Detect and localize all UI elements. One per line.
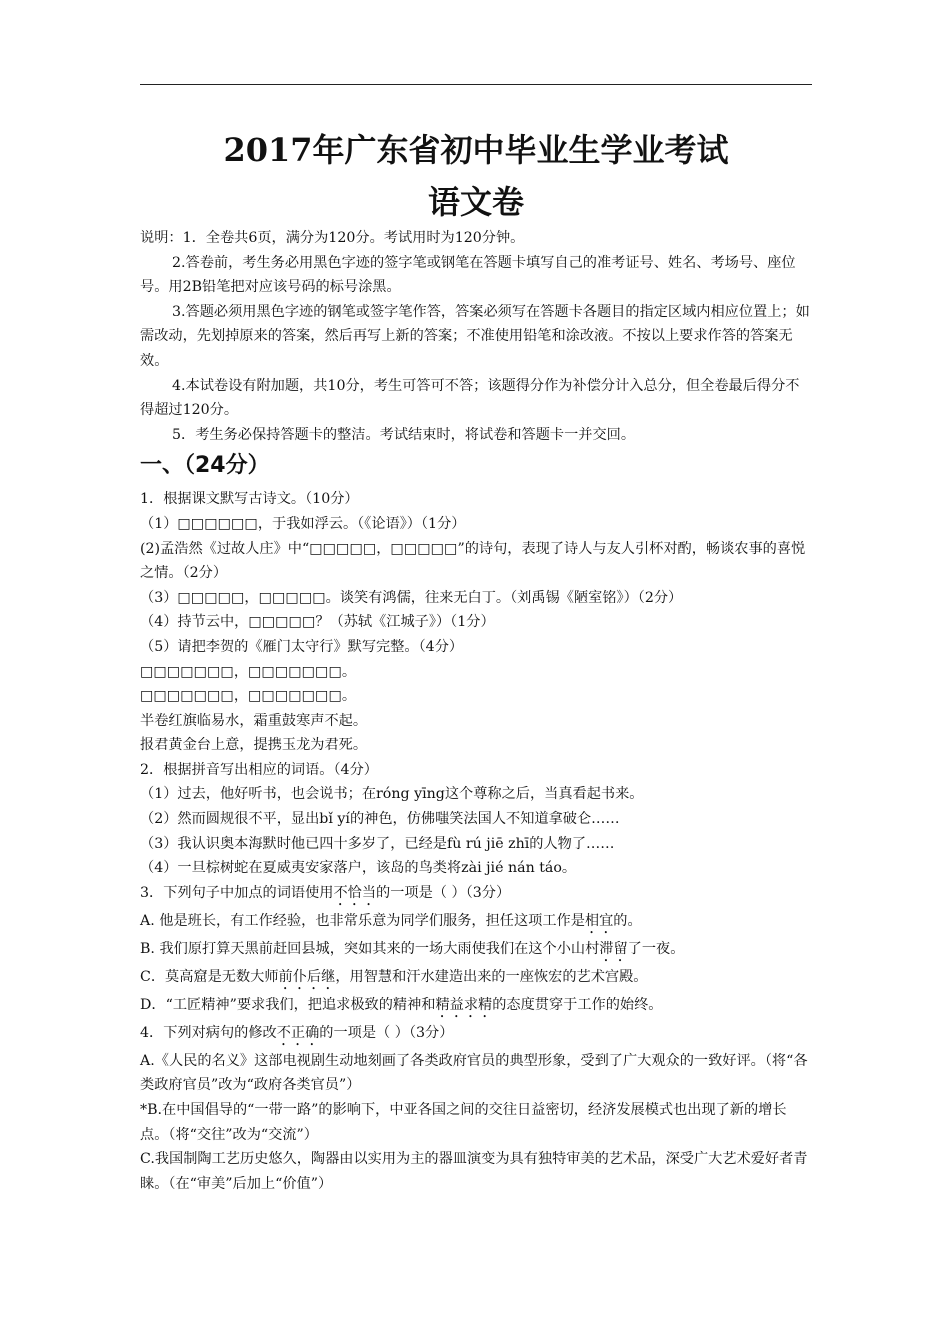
- q3-stem: [140, 881, 812, 909]
- instruction-3: 3.答题必须用黑色字迹的钢笔或签字笔作答，答案必须写在答题卡各题目的指定区域内相应位置上；如需改动，先划掉原来的答案，然后再写上新的答案；不准使用铅笔和涂改液。不按以上要求作答的答案无效。: [140, 303, 810, 369]
- instruction-4: 4.本试卷设有附加题，共10分，考生可答可不答；该题得分作为补偿分计入总分，但全卷最后得分不得超过120分。: [140, 377, 800, 419]
- q1-stem: 1．根据课文默写古诗文。（10分）: [140, 491, 359, 508]
- instruction-2: 2.答卷前，考生务必用黑色字迹的签字笔或钢笔在答题卡填写自己的准考证号、姓名、考场号、座位号。用2B铅笔把对应该号码的标号涂黑。: [140, 254, 796, 296]
- q1-item-3: （3）□□□□□，□□□□□。谈笑有鸿儒，往来无白丁。（刘禹锡《陋室铭》）（2分）: [140, 589, 683, 606]
- poem-line-4: 报君黄金台上意，提携玉龙为君死。: [140, 737, 368, 754]
- q2-item-2: （2）然而圆规很不平，显出bǐ yí的神色，仿佛嗤笑法国人不知道拿破仑……: [140, 811, 620, 828]
- q3-c-dotted: 前仆后继: [278, 968, 336, 985]
- q1-item-5: （5）请把李贺的《雁门太守行》默写完整。（4分）: [140, 638, 464, 655]
- q4-stem: [140, 1021, 812, 1049]
- poem-line-2: □□□□□□□，□□□□□□□。: [140, 688, 357, 705]
- poem-line-3: 半卷红旗临易水，霜重鼓寒声不起。: [140, 712, 368, 729]
- q3-b-dotted: 滞留: [599, 940, 628, 957]
- q3-b-text: B. 我们原打算天黑前赶回县城，突如其来的一场大雨使我们在这个小山村: [140, 940, 600, 957]
- q3-option-c: [140, 965, 812, 993]
- q4-option-c: C.我国制陶工艺历史悠久，陶器由以实用为主的器皿演变为具有独特审美的艺术品，深受广大艺术爱好者青睐。（在“审美”后加上“价值”）: [140, 1151, 808, 1192]
- instruction-1: 说明：1．全卷共6页，满分为120分。考试用时为120分钟。: [140, 230, 525, 246]
- q4-emphasis: 不正确: [276, 1024, 320, 1041]
- q3-c-text: C．莫高窟是无数大师: [140, 968, 279, 985]
- q2-item-3: （3）我认识奥本海默时他已四十多岁了，已经是fù rú jiē zhī的人物了……: [140, 835, 615, 852]
- q4-option-a: A.《人民的名义》这部电视剧生动地刻画了各类政府官员的典型形象，受到了广大观众的一致好评。（将“各类政府官员”改为“政府各类官员”）: [140, 1052, 808, 1094]
- q3-c-tail: ，用智慧和汗水建造出来的一座恢宏的艺术宫殿。: [335, 968, 648, 985]
- q1-item-2: (2)孟浩然《过故人庄》中“□□□□□，□□□□□”的诗句，表现了诗人与友人引杯对酌，畅谈农事的喜悦之情。（2分）: [140, 540, 806, 582]
- page-title: 2017年广东省初中毕业生学业考试: [223, 131, 729, 169]
- q3-emphasis: 不恰当: [333, 884, 377, 901]
- q4-stem-tail: 的一项是（ ）（3分）: [319, 1024, 454, 1041]
- q3-option-d: [140, 993, 812, 1021]
- instruction-5: 5．考生务必保持答题卡的整洁。考试结束时，将试卷和答题卡一并交回。: [172, 426, 636, 443]
- header-rule: [140, 84, 812, 85]
- page-subtitle: 语文卷: [427, 183, 524, 221]
- q3-option-a: [140, 909, 812, 937]
- q3-option-b: [140, 937, 812, 965]
- q1-item-4: （4）持节云中，□□□□□？（苏轼《江城子》）（1分）: [140, 614, 495, 631]
- q2-item-4: （4）一旦棕树蛇在夏威夷安家落户，该岛的鸟类将zài jié nán táo。: [140, 860, 577, 877]
- q1-item-1: （1）□□□□□□，于我如浮云。（《论语》）（1分）: [140, 515, 466, 532]
- q3-d-tail: 的态度贯穿于工作的始终。: [492, 996, 663, 1013]
- exam-body: [140, 226, 812, 1196]
- poem-line-1: □□□□□□□，□□□□□□□。: [140, 663, 357, 680]
- q3-stem-tail: 的一项是（ ）（3分）: [376, 884, 511, 901]
- q3-a-tail: 的。: [613, 912, 642, 929]
- q3-d-dotted: 精益求精: [435, 996, 493, 1013]
- q3-a-text: A. 他是班长，有工作经验，也非常乐意为同学们服务，担任这项工作是: [140, 912, 585, 929]
- q2-item-1: （1）过去，他好听书，也会说书；在róng yīng这个尊称之后，当真看起书来。: [140, 786, 644, 803]
- q4-stem-text: 4．下列对病句的修改: [140, 1024, 277, 1041]
- q2-stem: 2．根据拼音写出相应的词语。（4分）: [140, 761, 378, 778]
- q3-stem-text: 3．下列句子中加点的词语使用: [140, 884, 334, 901]
- section-heading: 一、（24分）: [140, 453, 270, 479]
- q3-a-dotted: 相宜: [584, 912, 614, 929]
- q3-b-tail: 了一夜。: [627, 940, 685, 957]
- q3-d-text: D．“工匠精神”要求我们，把追求极致的精神和: [140, 996, 436, 1013]
- q4-option-b: *B.在中国倡导的“一带一路”的影响下，中亚各国之间的交往日益密切，经济发展模式也出现了新的增长点。（将“交往”改为“交流”）: [140, 1102, 787, 1143]
